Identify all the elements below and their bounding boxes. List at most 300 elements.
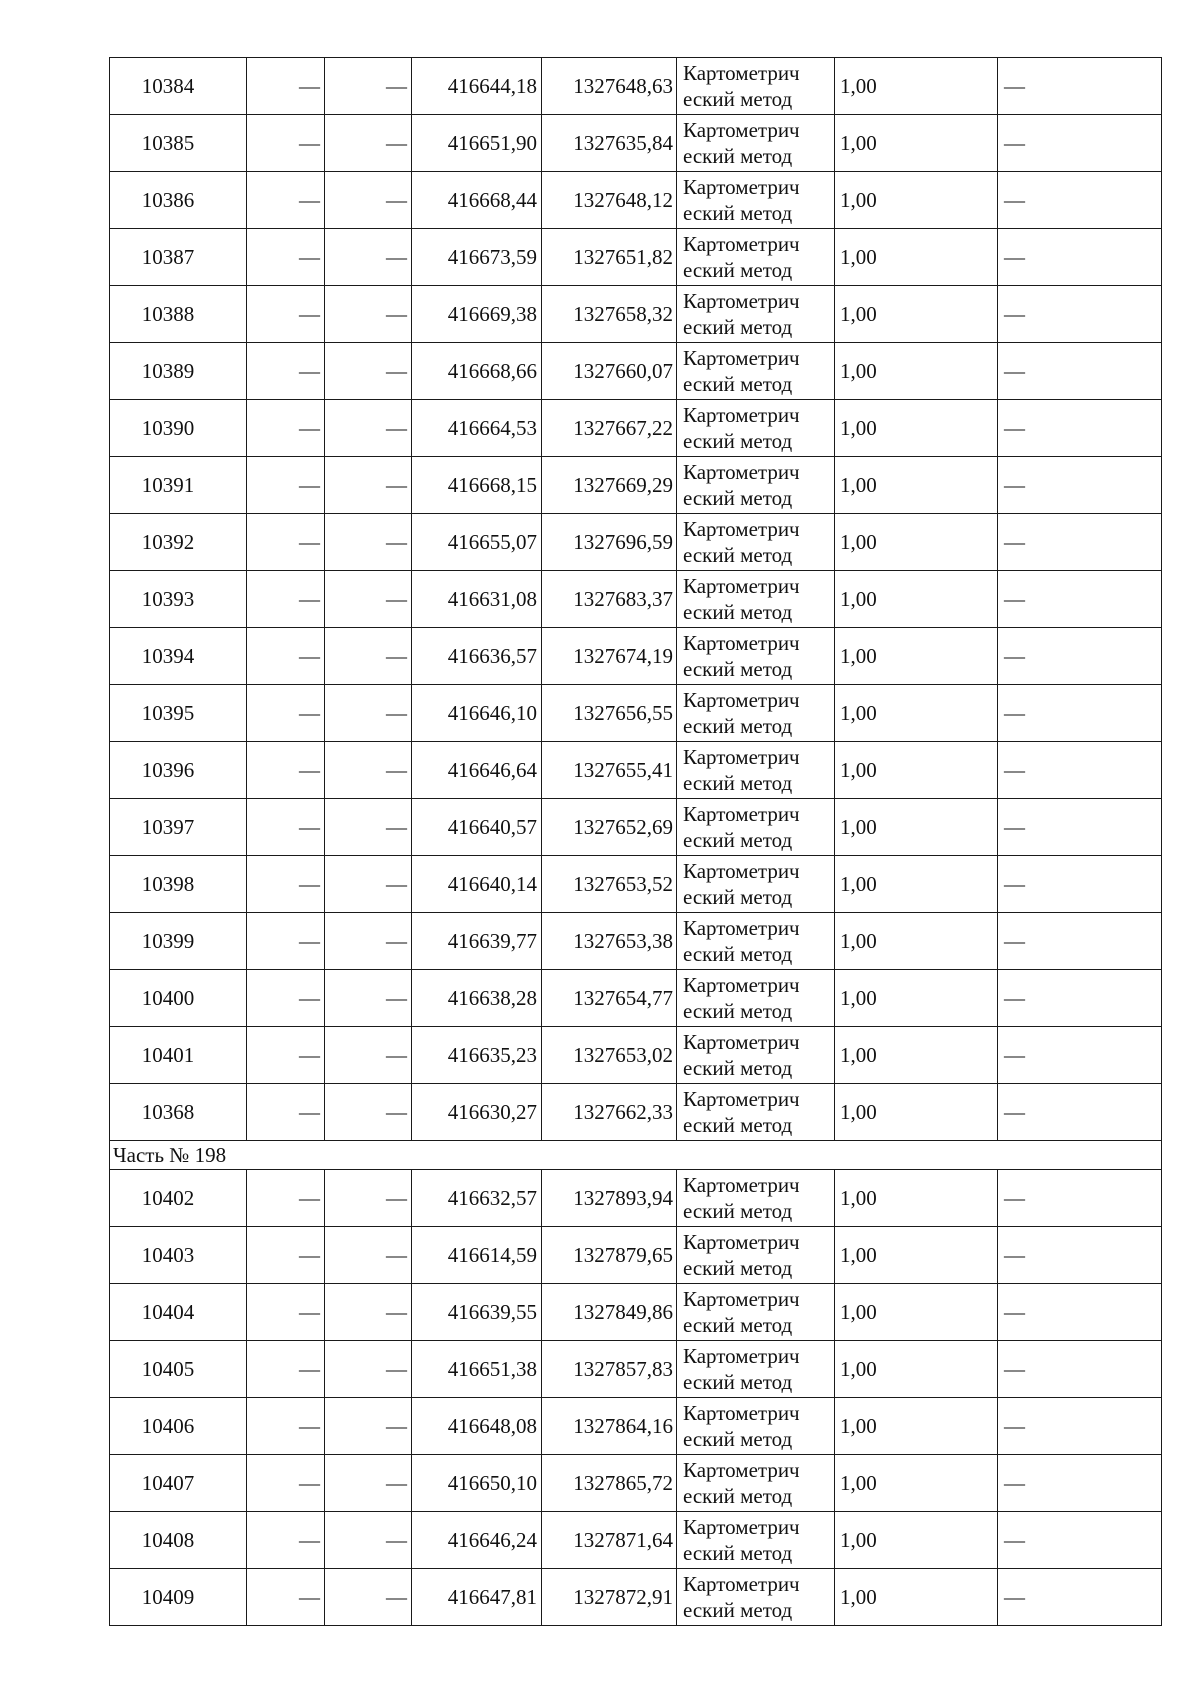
table-row [110,1284,1162,1341]
point-number-cell: 10401 [110,1027,247,1084]
accuracy-cell: 1,00 [835,343,998,400]
accuracy-cell: 1,00 [835,229,998,286]
empty-value-cell: — [325,229,412,286]
table-row [110,1455,1162,1512]
coordinate-y-cell: 1327658,32 [542,286,677,343]
empty-value-cell: — [325,1512,412,1569]
coordinate-x-cell: 416631,08 [412,571,542,628]
empty-value-cell: — [325,1341,412,1398]
description-cell: — [998,856,1162,913]
coordinate-x-cell: 416640,14 [412,856,542,913]
coordinate-x-cell: 416655,07 [412,514,542,571]
accuracy-cell: 1,00 [835,628,998,685]
coordinate-y-cell: 1327879,65 [542,1227,677,1284]
description-cell: — [998,799,1162,856]
table-row [110,1027,1162,1084]
method-cell [677,970,835,1027]
coordinate-x-cell: 416646,24 [412,1512,542,1569]
method-text-line-1: Картометрич [683,175,800,199]
table-row [110,115,1162,172]
coordinate-y-cell: 1327652,69 [542,799,677,856]
accuracy-cell: 1,00 [835,1569,998,1626]
method-text-line-2: еский метод [683,429,793,453]
method-text-line-2: еский метод [683,1541,793,1565]
coordinate-y-cell: 1327648,12 [542,172,677,229]
coordinate-x-cell: 416669,38 [412,286,542,343]
table-row [110,286,1162,343]
table-body-part-b [110,1170,1162,1626]
table-row [110,172,1162,229]
method-cell [677,799,835,856]
coordinate-x-cell: 416650,10 [412,1455,542,1512]
point-number-cell: 10398 [110,856,247,913]
coordinate-y-cell: 1327651,82 [542,229,677,286]
method-cell [677,1512,835,1569]
table-row [110,1084,1162,1141]
coordinate-x-cell: 416668,44 [412,172,542,229]
coordinate-x-cell: 416664,53 [412,400,542,457]
description-cell: — [998,1398,1162,1455]
point-number-cell: 10406 [110,1398,247,1455]
coordinates-table [109,57,1162,1626]
method-text-line-2: еский метод [683,1598,793,1622]
coordinate-x-cell: 416630,27 [412,1084,542,1141]
method-text-line-2: еский метод [683,258,793,282]
description-cell: — [998,1170,1162,1227]
coordinate-x-cell: 416636,57 [412,628,542,685]
empty-value-cell: — [247,1170,325,1227]
coordinate-x-cell: 416638,28 [412,970,542,1027]
accuracy-cell: 1,00 [835,58,998,115]
method-cell [677,628,835,685]
point-number-cell: 10392 [110,514,247,571]
method-text-line-1: Картометрич [683,289,800,313]
method-text-line-2: еский метод [683,1370,793,1394]
section-row [110,1141,1162,1170]
empty-value-cell: — [247,799,325,856]
point-number-cell: 10409 [110,1569,247,1626]
method-cell [677,1455,835,1512]
method-text-line-1: Картометрич [683,403,800,427]
method-text-line-1: Картометрич [683,232,800,256]
method-cell [677,913,835,970]
empty-value-cell: — [325,1284,412,1341]
description-cell: — [998,1284,1162,1341]
method-text-line-1: Картометрич [683,1401,800,1425]
coordinate-y-cell: 1327871,64 [542,1512,677,1569]
coordinate-y-cell: 1327653,38 [542,913,677,970]
table-row [110,1569,1162,1626]
accuracy-cell: 1,00 [835,1455,998,1512]
description-cell: — [998,1027,1162,1084]
coordinate-x-cell: 416632,57 [412,1170,542,1227]
method-text-line-1: Картометрич [683,460,800,484]
method-text-line-2: еский метод [683,999,793,1023]
description-cell: — [998,1569,1162,1626]
empty-value-cell: — [325,742,412,799]
method-text-line-1: Картометрич [683,1230,800,1254]
method-text-line-2: еский метод [683,657,793,681]
accuracy-cell: 1,00 [835,457,998,514]
description-cell: — [998,457,1162,514]
point-number-cell: 10368 [110,1084,247,1141]
method-text-line-2: еский метод [683,486,793,510]
description-cell: — [998,1227,1162,1284]
method-cell [677,1341,835,1398]
empty-value-cell: — [325,571,412,628]
coordinate-y-cell: 1327893,94 [542,1170,677,1227]
coordinate-x-cell: 416648,08 [412,1398,542,1455]
empty-value-cell: — [325,856,412,913]
empty-value-cell: — [247,628,325,685]
description-cell: — [998,514,1162,571]
point-number-cell: 10385 [110,115,247,172]
table-row [110,1398,1162,1455]
coordinate-y-cell: 1327654,77 [542,970,677,1027]
description-cell: — [998,172,1162,229]
coordinate-y-cell: 1327683,37 [542,571,677,628]
point-number-cell: 10389 [110,343,247,400]
table-row [110,343,1162,400]
method-cell [677,1227,835,1284]
point-number-cell: 10386 [110,172,247,229]
empty-value-cell: — [325,628,412,685]
coordinate-x-cell: 416644,18 [412,58,542,115]
empty-value-cell: — [247,571,325,628]
table-row [110,1512,1162,1569]
empty-value-cell: — [325,970,412,1027]
empty-value-cell: — [247,1569,325,1626]
coordinate-y-cell: 1327653,02 [542,1027,677,1084]
empty-value-cell: — [247,1341,325,1398]
method-cell [677,742,835,799]
empty-value-cell: — [325,685,412,742]
coordinate-x-cell: 416668,66 [412,343,542,400]
coordinate-y-cell: 1327674,19 [542,628,677,685]
method-text-line-2: еский метод [683,771,793,795]
empty-value-cell: — [247,1227,325,1284]
method-text-line-2: еский метод [683,942,793,966]
empty-value-cell: — [247,229,325,286]
method-cell [677,1569,835,1626]
method-text-line-1: Картометрич [683,688,800,712]
coordinate-y-cell: 1327849,86 [542,1284,677,1341]
method-cell [677,1398,835,1455]
point-number-cell: 10388 [110,286,247,343]
point-number-cell: 10403 [110,1227,247,1284]
method-text-line-2: еский метод [683,201,793,225]
method-text-line-1: Картометрич [683,745,800,769]
table-row [110,856,1162,913]
table-row [110,970,1162,1027]
coordinate-x-cell: 416646,10 [412,685,542,742]
accuracy-cell: 1,00 [835,742,998,799]
empty-value-cell: — [247,115,325,172]
description-cell: — [998,343,1162,400]
point-number-cell: 10399 [110,913,247,970]
method-text-line-2: еский метод [683,144,793,168]
point-number-cell: 10387 [110,229,247,286]
accuracy-cell: 1,00 [835,115,998,172]
description-cell: — [998,628,1162,685]
method-text-line-1: Картометрич [683,802,800,826]
point-number-cell: 10394 [110,628,247,685]
method-text-line-1: Картометрич [683,1344,800,1368]
method-text-line-2: еский метод [683,1199,793,1223]
empty-value-cell: — [247,343,325,400]
coordinate-y-cell: 1327656,55 [542,685,677,742]
method-text-line-2: еский метод [683,1113,793,1137]
method-text-line-2: еский метод [683,828,793,852]
coordinate-y-cell: 1327648,63 [542,58,677,115]
method-text-line-2: еский метод [683,1427,793,1451]
coordinate-y-cell: 1327865,72 [542,1455,677,1512]
method-text-line-1: Картометрич [683,916,800,940]
point-number-cell: 10393 [110,571,247,628]
coordinate-y-cell: 1327653,52 [542,856,677,913]
point-number-cell: 10404 [110,1284,247,1341]
point-number-cell: 10400 [110,970,247,1027]
description-cell: — [998,286,1162,343]
table-row [110,742,1162,799]
description-cell: — [998,970,1162,1027]
table-row [110,628,1162,685]
method-text-line-1: Картометрич [683,574,800,598]
accuracy-cell: 1,00 [835,400,998,457]
empty-value-cell: — [325,1170,412,1227]
empty-value-cell: — [247,457,325,514]
coordinate-x-cell: 416639,77 [412,913,542,970]
table-row [110,514,1162,571]
empty-value-cell: — [247,970,325,1027]
description-cell: — [998,685,1162,742]
empty-value-cell: — [247,1284,325,1341]
table-row [110,400,1162,457]
coordinate-y-cell: 1327635,84 [542,115,677,172]
method-text-line-2: еский метод [683,1256,793,1280]
method-text-line-1: Картометрич [683,1173,800,1197]
coordinate-y-cell: 1327872,91 [542,1569,677,1626]
method-text-line-2: еский метод [683,600,793,624]
description-cell: — [998,571,1162,628]
table-row [110,58,1162,115]
coordinate-x-cell: 416639,55 [412,1284,542,1341]
empty-value-cell: — [247,1455,325,1512]
accuracy-cell: 1,00 [835,913,998,970]
empty-value-cell: — [247,1398,325,1455]
description-cell: — [998,115,1162,172]
description-cell: — [998,58,1162,115]
method-cell [677,343,835,400]
method-text-line-1: Картометрич [683,973,800,997]
point-number-cell: 10407 [110,1455,247,1512]
point-number-cell: 10396 [110,742,247,799]
empty-value-cell: — [325,1027,412,1084]
coordinate-x-cell: 416673,59 [412,229,542,286]
description-cell: — [998,229,1162,286]
empty-value-cell: — [247,1084,325,1141]
empty-value-cell: — [325,1084,412,1141]
method-cell [677,514,835,571]
method-cell [677,1284,835,1341]
description-cell: — [998,1512,1162,1569]
empty-value-cell: — [325,913,412,970]
accuracy-cell: 1,00 [835,970,998,1027]
empty-value-cell: — [325,58,412,115]
coordinate-y-cell: 1327662,33 [542,1084,677,1141]
empty-value-cell: — [325,400,412,457]
table-row [110,229,1162,286]
method-text-line-1: Картометрич [683,1515,800,1539]
method-cell [677,856,835,913]
method-text-line-1: Картометрич [683,1087,800,1111]
empty-value-cell: — [247,514,325,571]
method-text-line-1: Картометрич [683,517,800,541]
table-row [110,799,1162,856]
method-text-line-1: Картометрич [683,1572,800,1596]
empty-value-cell: — [247,1027,325,1084]
accuracy-cell: 1,00 [835,172,998,229]
accuracy-cell: 1,00 [835,1341,998,1398]
coordinate-x-cell: 416614,59 [412,1227,542,1284]
method-text-line-1: Картометрич [683,859,800,883]
empty-value-cell: — [325,343,412,400]
point-number-cell: 10390 [110,400,247,457]
empty-value-cell: — [247,58,325,115]
coordinate-x-cell: 416640,57 [412,799,542,856]
empty-value-cell: — [247,685,325,742]
table-body-part-a [110,58,1162,1141]
method-text-line-1: Картометрич [683,1287,800,1311]
empty-value-cell: — [247,856,325,913]
table-row [110,913,1162,970]
coordinate-x-cell: 416635,23 [412,1027,542,1084]
table-row [110,457,1162,514]
method-cell [677,1170,835,1227]
empty-value-cell: — [325,457,412,514]
accuracy-cell: 1,00 [835,1284,998,1341]
point-number-cell: 10405 [110,1341,247,1398]
point-number-cell: 10395 [110,685,247,742]
method-cell [677,685,835,742]
description-cell: — [998,1341,1162,1398]
accuracy-cell: 1,00 [835,571,998,628]
point-number-cell: 10408 [110,1512,247,1569]
section-label: Часть № 198 [110,1141,1162,1170]
method-cell [677,457,835,514]
point-number-cell: 10397 [110,799,247,856]
empty-value-cell: — [247,913,325,970]
coordinate-y-cell: 1327655,41 [542,742,677,799]
coordinate-y-cell: 1327864,16 [542,1398,677,1455]
coordinate-y-cell: 1327857,83 [542,1341,677,1398]
table-row [110,571,1162,628]
coordinate-x-cell: 416651,38 [412,1341,542,1398]
empty-value-cell: — [247,286,325,343]
table-row [110,685,1162,742]
empty-value-cell: — [325,115,412,172]
accuracy-cell: 1,00 [835,856,998,913]
method-cell [677,229,835,286]
method-text-line-1: Картометрич [683,346,800,370]
empty-value-cell: — [325,1398,412,1455]
coordinate-y-cell: 1327667,22 [542,400,677,457]
accuracy-cell: 1,00 [835,1084,998,1141]
accuracy-cell: 1,00 [835,1170,998,1227]
empty-value-cell: — [325,514,412,571]
method-text-line-2: еский метод [683,87,793,111]
table-row [110,1227,1162,1284]
description-cell: — [998,913,1162,970]
method-cell [677,1027,835,1084]
method-text-line-1: Картометрич [683,1030,800,1054]
section-header [110,1141,1162,1170]
method-text-line-1: Картометрич [683,118,800,142]
empty-value-cell: — [247,400,325,457]
empty-value-cell: — [325,172,412,229]
empty-value-cell: — [247,742,325,799]
method-text-line-2: еский метод [683,372,793,396]
method-text-line-1: Картометрич [683,61,800,85]
method-text-line-2: еский метод [683,714,793,738]
empty-value-cell: — [325,1569,412,1626]
method-text-line-1: Картометрич [683,631,800,655]
method-text-line-2: еский метод [683,1313,793,1337]
description-cell: — [998,400,1162,457]
coordinate-x-cell: 416647,81 [412,1569,542,1626]
point-number-cell: 10391 [110,457,247,514]
method-text-line-2: еский метод [683,885,793,909]
point-number-cell: 10402 [110,1170,247,1227]
empty-value-cell: — [325,799,412,856]
coordinate-y-cell: 1327660,07 [542,343,677,400]
coordinate-x-cell: 416651,90 [412,115,542,172]
accuracy-cell: 1,00 [835,799,998,856]
method-text-line-2: еский метод [683,315,793,339]
empty-value-cell: — [325,286,412,343]
description-cell: — [998,742,1162,799]
empty-value-cell: — [325,1227,412,1284]
method-cell [677,571,835,628]
method-cell [677,1084,835,1141]
table-row [110,1170,1162,1227]
method-cell [677,400,835,457]
accuracy-cell: 1,00 [835,286,998,343]
table-row [110,1341,1162,1398]
accuracy-cell: 1,00 [835,514,998,571]
method-cell [677,58,835,115]
empty-value-cell: — [325,1455,412,1512]
accuracy-cell: 1,00 [835,685,998,742]
method-cell [677,286,835,343]
method-text-line-2: еский метод [683,1056,793,1080]
empty-value-cell: — [247,172,325,229]
accuracy-cell: 1,00 [835,1227,998,1284]
empty-value-cell: — [247,1512,325,1569]
accuracy-cell: 1,00 [835,1398,998,1455]
description-cell: — [998,1455,1162,1512]
method-text-line-2: еский метод [683,543,793,567]
method-text-line-2: еский метод [683,1484,793,1508]
accuracy-cell: 1,00 [835,1512,998,1569]
method-text-line-1: Картометрич [683,1458,800,1482]
accuracy-cell: 1,00 [835,1027,998,1084]
coordinate-y-cell: 1327696,59 [542,514,677,571]
method-cell [677,115,835,172]
method-cell [677,172,835,229]
coordinate-y-cell: 1327669,29 [542,457,677,514]
description-cell: — [998,1084,1162,1141]
